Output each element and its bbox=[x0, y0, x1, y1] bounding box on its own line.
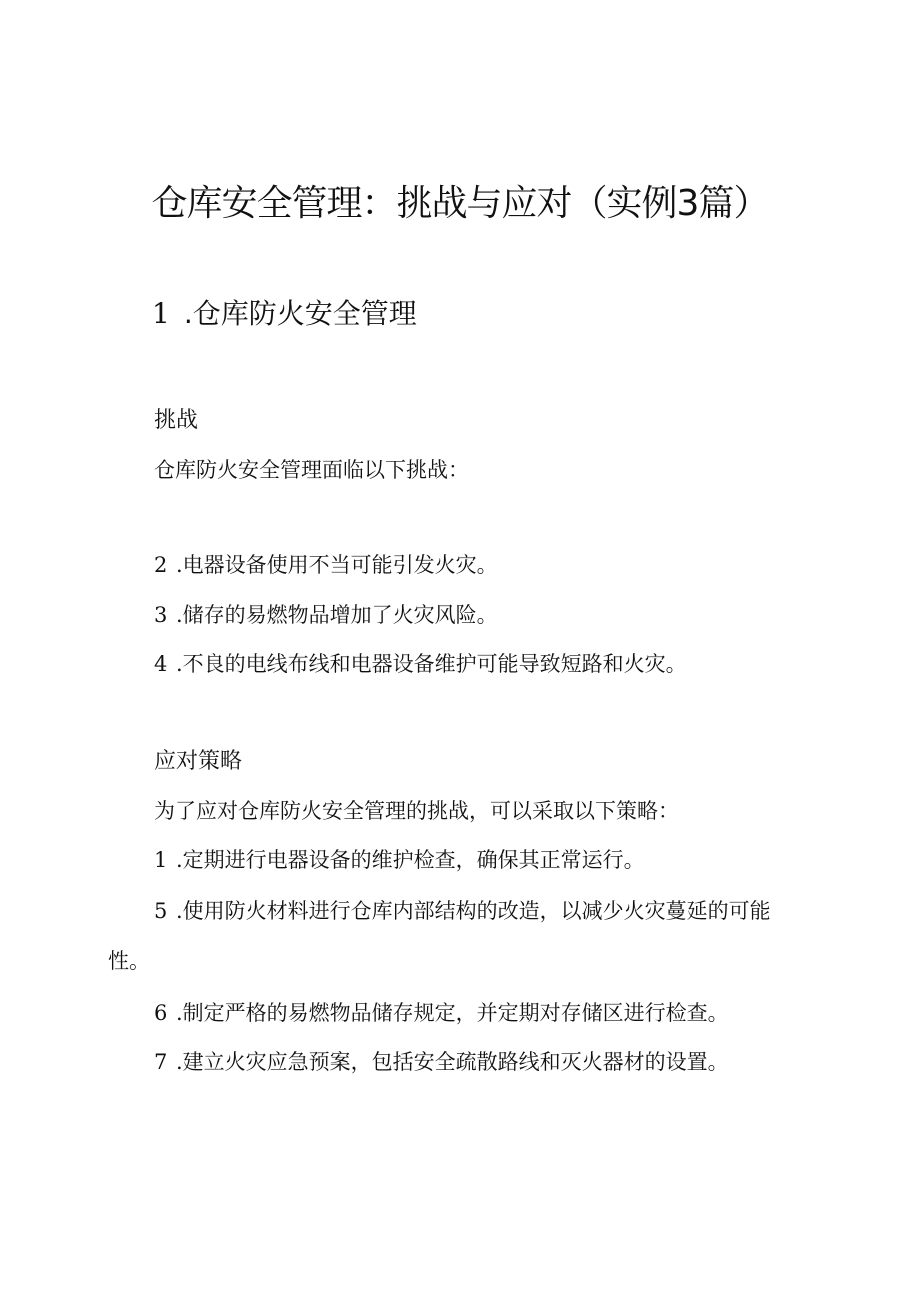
challenge-item-text: .储存的易燃物品增加了火灾风险。 bbox=[176, 603, 498, 627]
strategy-item-text: .建立火灾应急预案，包括安全疏散路线和灭火器材的设置。 bbox=[176, 1050, 729, 1074]
challenge-item-number: 2 bbox=[154, 553, 168, 577]
strategy-item bbox=[154, 1046, 729, 1078]
strategies-intro: 为了应对仓库防火安全管理的挑战，可以采取以下策略： bbox=[154, 799, 679, 823]
section-heading bbox=[152, 294, 417, 334]
challenge-item-number: 3 bbox=[154, 603, 168, 627]
challenges-intro: 仓库防火安全管理面临以下挑战： bbox=[154, 458, 469, 482]
strategy-item bbox=[108, 886, 798, 986]
strategy-item-number: 1 bbox=[154, 848, 168, 872]
section-label: .仓库防火安全管理 bbox=[183, 297, 417, 330]
strategy-item bbox=[154, 997, 729, 1029]
challenge-item-number: 4 bbox=[154, 652, 168, 676]
strategy-item-text: .定期进行电器设备的维护检查，确保其正常运行。 bbox=[176, 848, 645, 872]
strategy-item-number: 5 bbox=[154, 899, 168, 923]
strategy-item bbox=[154, 844, 645, 876]
section-number: 1 bbox=[152, 297, 170, 330]
strategy-item-text: .制定严格的易燃物品储存规定，并定期对存储区进行检查。 bbox=[176, 1001, 729, 1025]
challenge-item-text: .电器设备使用不当可能引发火灾。 bbox=[176, 553, 498, 577]
challenges-heading: 挑战 bbox=[154, 408, 199, 433]
challenge-item-text: .不良的电线布线和电器设备维护可能导致短路和火灾。 bbox=[176, 652, 687, 676]
challenge-item bbox=[154, 648, 687, 680]
strategy-item-number: 6 bbox=[154, 1001, 168, 1025]
challenge-item bbox=[154, 549, 498, 581]
strategies-heading: 应对策略 bbox=[154, 749, 243, 774]
document-title: 仓库安全管理：挑战与应对（实例3篇） bbox=[151, 183, 769, 224]
strategy-item-text: .使用防火材料进行仓库内部结构的改造，以减少火灾蔓延的可能性。 bbox=[108, 899, 771, 973]
challenge-item bbox=[154, 599, 498, 631]
strategy-item-number: 7 bbox=[154, 1050, 168, 1074]
